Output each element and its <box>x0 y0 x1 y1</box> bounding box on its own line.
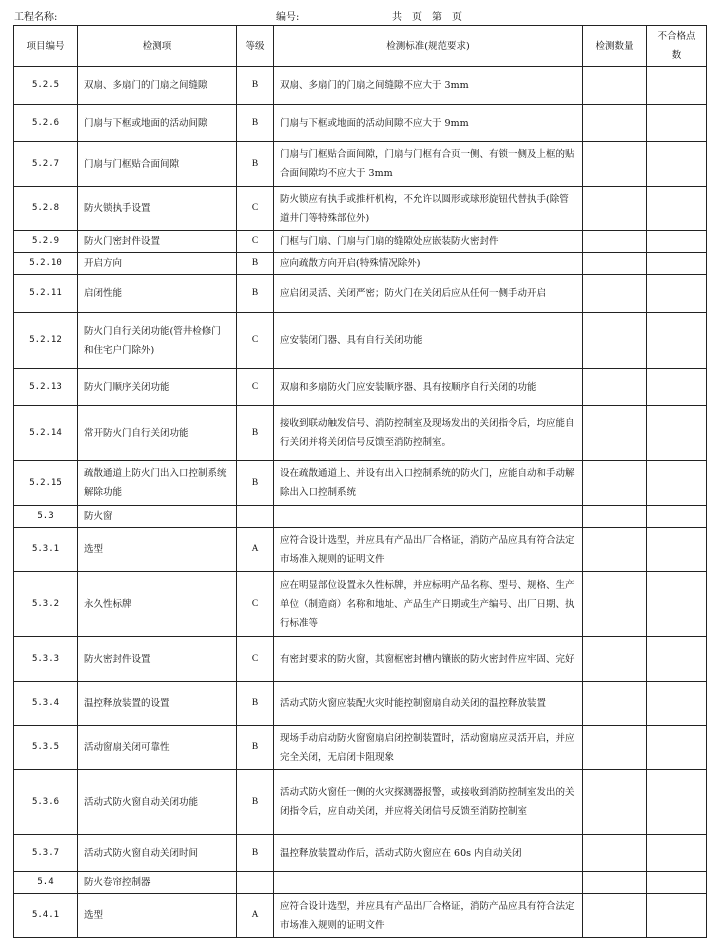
row-failures-cell[interactable] <box>647 406 707 461</box>
row-item: 活动式防火窗自动关闭功能 <box>78 770 237 835</box>
row-failures-cell[interactable] <box>647 142 707 187</box>
row-item: 防火密封件设置 <box>78 637 237 682</box>
row-quantity-cell[interactable] <box>583 406 647 461</box>
project-name-label: 工程名称: <box>14 12 58 23</box>
form-header <box>14 8 704 24</box>
row-standard: 双扇、多扇门的门扇之间缝隙不应大于 3mm <box>274 67 583 105</box>
row-grade: B <box>237 835 274 872</box>
row-grade <box>237 506 274 528</box>
row-quantity-cell[interactable] <box>583 835 647 872</box>
row-item: 永久性标牌 <box>78 572 237 637</box>
row-code: 5.2.10 <box>14 253 78 275</box>
row-item: 温控释放装置的设置 <box>78 682 237 726</box>
row-failures-cell[interactable] <box>647 253 707 275</box>
row-grade: A <box>237 894 274 938</box>
row-grade: B <box>237 67 274 105</box>
row-code: 5.2.12 <box>14 313 78 369</box>
row-code: 5.3 <box>14 506 78 528</box>
row-quantity-cell[interactable] <box>583 253 647 275</box>
number-label: 编号: <box>276 12 300 23</box>
column-header-failures: 不合格点数 <box>647 26 707 67</box>
table-row <box>14 313 707 369</box>
row-standard: 设在疏散通道上、并设有出入口控制系统的防火门，应能自动和手动解除出入口控制系统 <box>274 461 583 506</box>
row-quantity-cell[interactable] <box>583 187 647 231</box>
row-quantity-cell[interactable] <box>583 637 647 682</box>
row-code: 5.3.7 <box>14 835 78 872</box>
page-count-label: 共 页 第 页 <box>392 12 462 23</box>
column-header-grade: 等级 <box>237 26 274 67</box>
row-code: 5.2.13 <box>14 369 78 406</box>
table-row <box>14 894 707 938</box>
row-item: 活动式防火窗自动关闭时间 <box>78 835 237 872</box>
row-failures-cell[interactable] <box>647 528 707 572</box>
table-row <box>14 770 707 835</box>
row-quantity-cell[interactable] <box>583 369 647 406</box>
table-row <box>14 528 707 572</box>
table-row <box>14 369 707 406</box>
column-header-item: 检测项 <box>78 26 237 67</box>
row-code: 5.3.4 <box>14 682 78 726</box>
row-failures-cell[interactable] <box>647 572 707 637</box>
row-failures-cell[interactable] <box>647 726 707 770</box>
row-failures-cell[interactable] <box>647 231 707 253</box>
row-quantity-cell[interactable] <box>583 142 647 187</box>
row-failures-cell[interactable] <box>647 894 707 938</box>
row-grade: C <box>237 231 274 253</box>
table-row <box>14 506 707 528</box>
table-row <box>14 275 707 313</box>
row-item: 防火门顺序关闭功能 <box>78 369 237 406</box>
row-item: 选型 <box>78 894 237 938</box>
row-failures-cell[interactable] <box>647 682 707 726</box>
row-code: 5.4.1 <box>14 894 78 938</box>
row-grade: C <box>237 369 274 406</box>
row-code: 5.2.7 <box>14 142 78 187</box>
row-grade <box>237 872 274 894</box>
row-standard: 门扇与下框或地面的活动间隙不应大于 9mm <box>274 105 583 142</box>
row-standard: 双扇和多扇防火门应安装顺序器、具有按顺序自行关闭的功能 <box>274 369 583 406</box>
row-code: 5.3.1 <box>14 528 78 572</box>
table-row <box>14 253 707 275</box>
row-code: 5.2.11 <box>14 275 78 313</box>
row-quantity-cell[interactable] <box>583 726 647 770</box>
row-item: 常开防火门自行关闭功能 <box>78 406 237 461</box>
row-item: 开启方向 <box>78 253 237 275</box>
column-header-quantity: 检测数量 <box>583 26 647 67</box>
row-code: 5.4 <box>14 872 78 894</box>
column-header-code: 项目编号 <box>14 26 78 67</box>
row-standard: 有密封要求的防火窗，其窗框密封槽内镶嵌的防火密封件应牢固、完好 <box>274 637 583 682</box>
row-quantity-cell[interactable] <box>583 872 647 894</box>
row-grade: A <box>237 528 274 572</box>
row-standard: 活动式防火窗应装配火灾时能控制窗扇自动关闭的温控释放装置 <box>274 682 583 726</box>
table-row <box>14 67 707 105</box>
row-standard: 应向疏散方向开启(特殊情况除外) <box>274 253 583 275</box>
row-standard: 应符合设计选型，并应具有产品出厂合格证，消防产品应具有符合法定市场准入规则的证明文件 <box>274 528 583 572</box>
row-quantity-cell[interactable] <box>583 67 647 105</box>
row-item: 疏散通道上防火门出入口控制系统解除功能 <box>78 461 237 506</box>
row-grade: B <box>237 682 274 726</box>
row-quantity-cell[interactable] <box>583 313 647 369</box>
row-standard <box>274 872 583 894</box>
row-failures-cell[interactable] <box>647 187 707 231</box>
row-failures-cell[interactable] <box>647 872 707 894</box>
row-code: 5.3.2 <box>14 572 78 637</box>
row-code: 5.2.14 <box>14 406 78 461</box>
row-code: 5.2.8 <box>14 187 78 231</box>
row-code: 5.3.5 <box>14 726 78 770</box>
table-row <box>14 872 707 894</box>
row-code: 5.2.6 <box>14 105 78 142</box>
row-item: 门扇与门框贴合面间隙 <box>78 142 237 187</box>
row-failures-cell[interactable] <box>647 313 707 369</box>
row-standard: 门框与门扇、门扇与门扇的缝隙处应嵌装防火密封件 <box>274 231 583 253</box>
row-quantity-cell[interactable] <box>583 506 647 528</box>
row-standard: 应安装闭门器、具有自行关闭功能 <box>274 313 583 369</box>
row-quantity-cell[interactable] <box>583 461 647 506</box>
row-standard: 现场手动启动防火窗窗扇启闭控制装置时，活动窗扇应灵活开启，并应完全关闭，无启闭卡阻现象 <box>274 726 583 770</box>
row-standard <box>274 506 583 528</box>
row-standard: 防火锁应有执手或推杆机构，不允许以圆形或球形旋钮代替执手(除管道井门等特殊部位外) <box>274 187 583 231</box>
row-code: 5.3.3 <box>14 637 78 682</box>
row-grade: B <box>237 105 274 142</box>
row-failures-cell[interactable] <box>647 637 707 682</box>
row-failures-cell[interactable] <box>647 506 707 528</box>
column-header-standard: 检测标准(规范要求) <box>274 26 583 67</box>
row-grade: C <box>237 313 274 369</box>
row-grade: B <box>237 726 274 770</box>
row-item: 门扇与下框或地面的活动间隙 <box>78 105 237 142</box>
table-row <box>14 187 707 231</box>
row-failures-cell[interactable] <box>647 770 707 835</box>
row-standard: 应在明显部位设置永久性标牌，并应标明产品名称、型号、规格、生产单位（制造商）名称和地址、产品生产日期或生产编号、出厂日期、执行标准等 <box>274 572 583 637</box>
row-standard: 活动式防火窗任一侧的火灾探测器报警，或接收到消防控制室发出的关闭指令后，应自动关闭，并应将关闭信号反馈至消防控制室 <box>274 770 583 835</box>
row-quantity-cell[interactable] <box>583 572 647 637</box>
table-row <box>14 142 707 187</box>
row-code: 5.2.15 <box>14 461 78 506</box>
row-failures-cell[interactable] <box>647 835 707 872</box>
row-grade: B <box>237 275 274 313</box>
table-row <box>14 835 707 872</box>
row-item: 防火锁执手设置 <box>78 187 237 231</box>
table-row <box>14 406 707 461</box>
row-code: 5.2.9 <box>14 231 78 253</box>
row-item: 活动窗扇关闭可靠性 <box>78 726 237 770</box>
row-grade: B <box>237 142 274 187</box>
row-failures-cell[interactable] <box>647 105 707 142</box>
row-grade: C <box>237 572 274 637</box>
table-row <box>14 726 707 770</box>
row-quantity-cell[interactable] <box>583 528 647 572</box>
table-row <box>14 682 707 726</box>
row-grade: B <box>237 253 274 275</box>
row-standard: 接收到联动触发信号、消防控制室及现场发出的关闭指令后，均应能自行关闭并将关闭信号反馈至消防控制室。 <box>274 406 583 461</box>
row-failures-cell[interactable] <box>647 275 707 313</box>
row-quantity-cell[interactable] <box>583 105 647 142</box>
row-failures-cell[interactable] <box>647 369 707 406</box>
row-item: 防火门自行关闭功能(管井检修门和住宅户门除外) <box>78 313 237 369</box>
row-code: 5.3.6 <box>14 770 78 835</box>
row-grade: B <box>237 461 274 506</box>
row-item: 双扇、多扇门的门扇之间缝隙 <box>78 67 237 105</box>
row-standard: 温控释放装置动作后，活动式防火窗应在 60s 内自动关闭 <box>274 835 583 872</box>
row-grade: C <box>237 187 274 231</box>
row-item: 防火门密封件设置 <box>78 231 237 253</box>
row-item: 防火窗 <box>78 506 237 528</box>
table-row <box>14 231 707 253</box>
row-quantity-cell[interactable] <box>583 275 647 313</box>
table-row <box>14 637 707 682</box>
row-item: 启闭性能 <box>78 275 237 313</box>
row-failures-cell[interactable] <box>647 67 707 105</box>
row-item: 选型 <box>78 528 237 572</box>
row-quantity-cell[interactable] <box>583 682 647 726</box>
row-item: 防火卷帘控制器 <box>78 872 237 894</box>
table-row <box>14 572 707 637</box>
row-quantity-cell[interactable] <box>583 894 647 938</box>
row-standard: 应启闭灵活、关闭严密；防火门在关闭后应从任何一侧手动开启 <box>274 275 583 313</box>
row-code: 5.2.5 <box>14 67 78 105</box>
row-grade: B <box>237 406 274 461</box>
row-grade: B <box>237 770 274 835</box>
row-quantity-cell[interactable] <box>583 770 647 835</box>
table-row <box>14 461 707 506</box>
table-row <box>14 105 707 142</box>
row-quantity-cell[interactable] <box>583 231 647 253</box>
row-standard: 应符合设计选型，并应具有产品出厂合格证，消防产品应具有符合法定市场准入规则的证明文件 <box>274 894 583 938</box>
inspection-table <box>13 25 707 938</box>
row-grade: C <box>237 637 274 682</box>
row-failures-cell[interactable] <box>647 461 707 506</box>
table-header-row <box>14 26 707 67</box>
row-standard: 门扇与门框贴合面间隙，门扇与门框有合页一侧、有锁一侧及上框的贴合面间隙均不应大于 3mm <box>274 142 583 187</box>
